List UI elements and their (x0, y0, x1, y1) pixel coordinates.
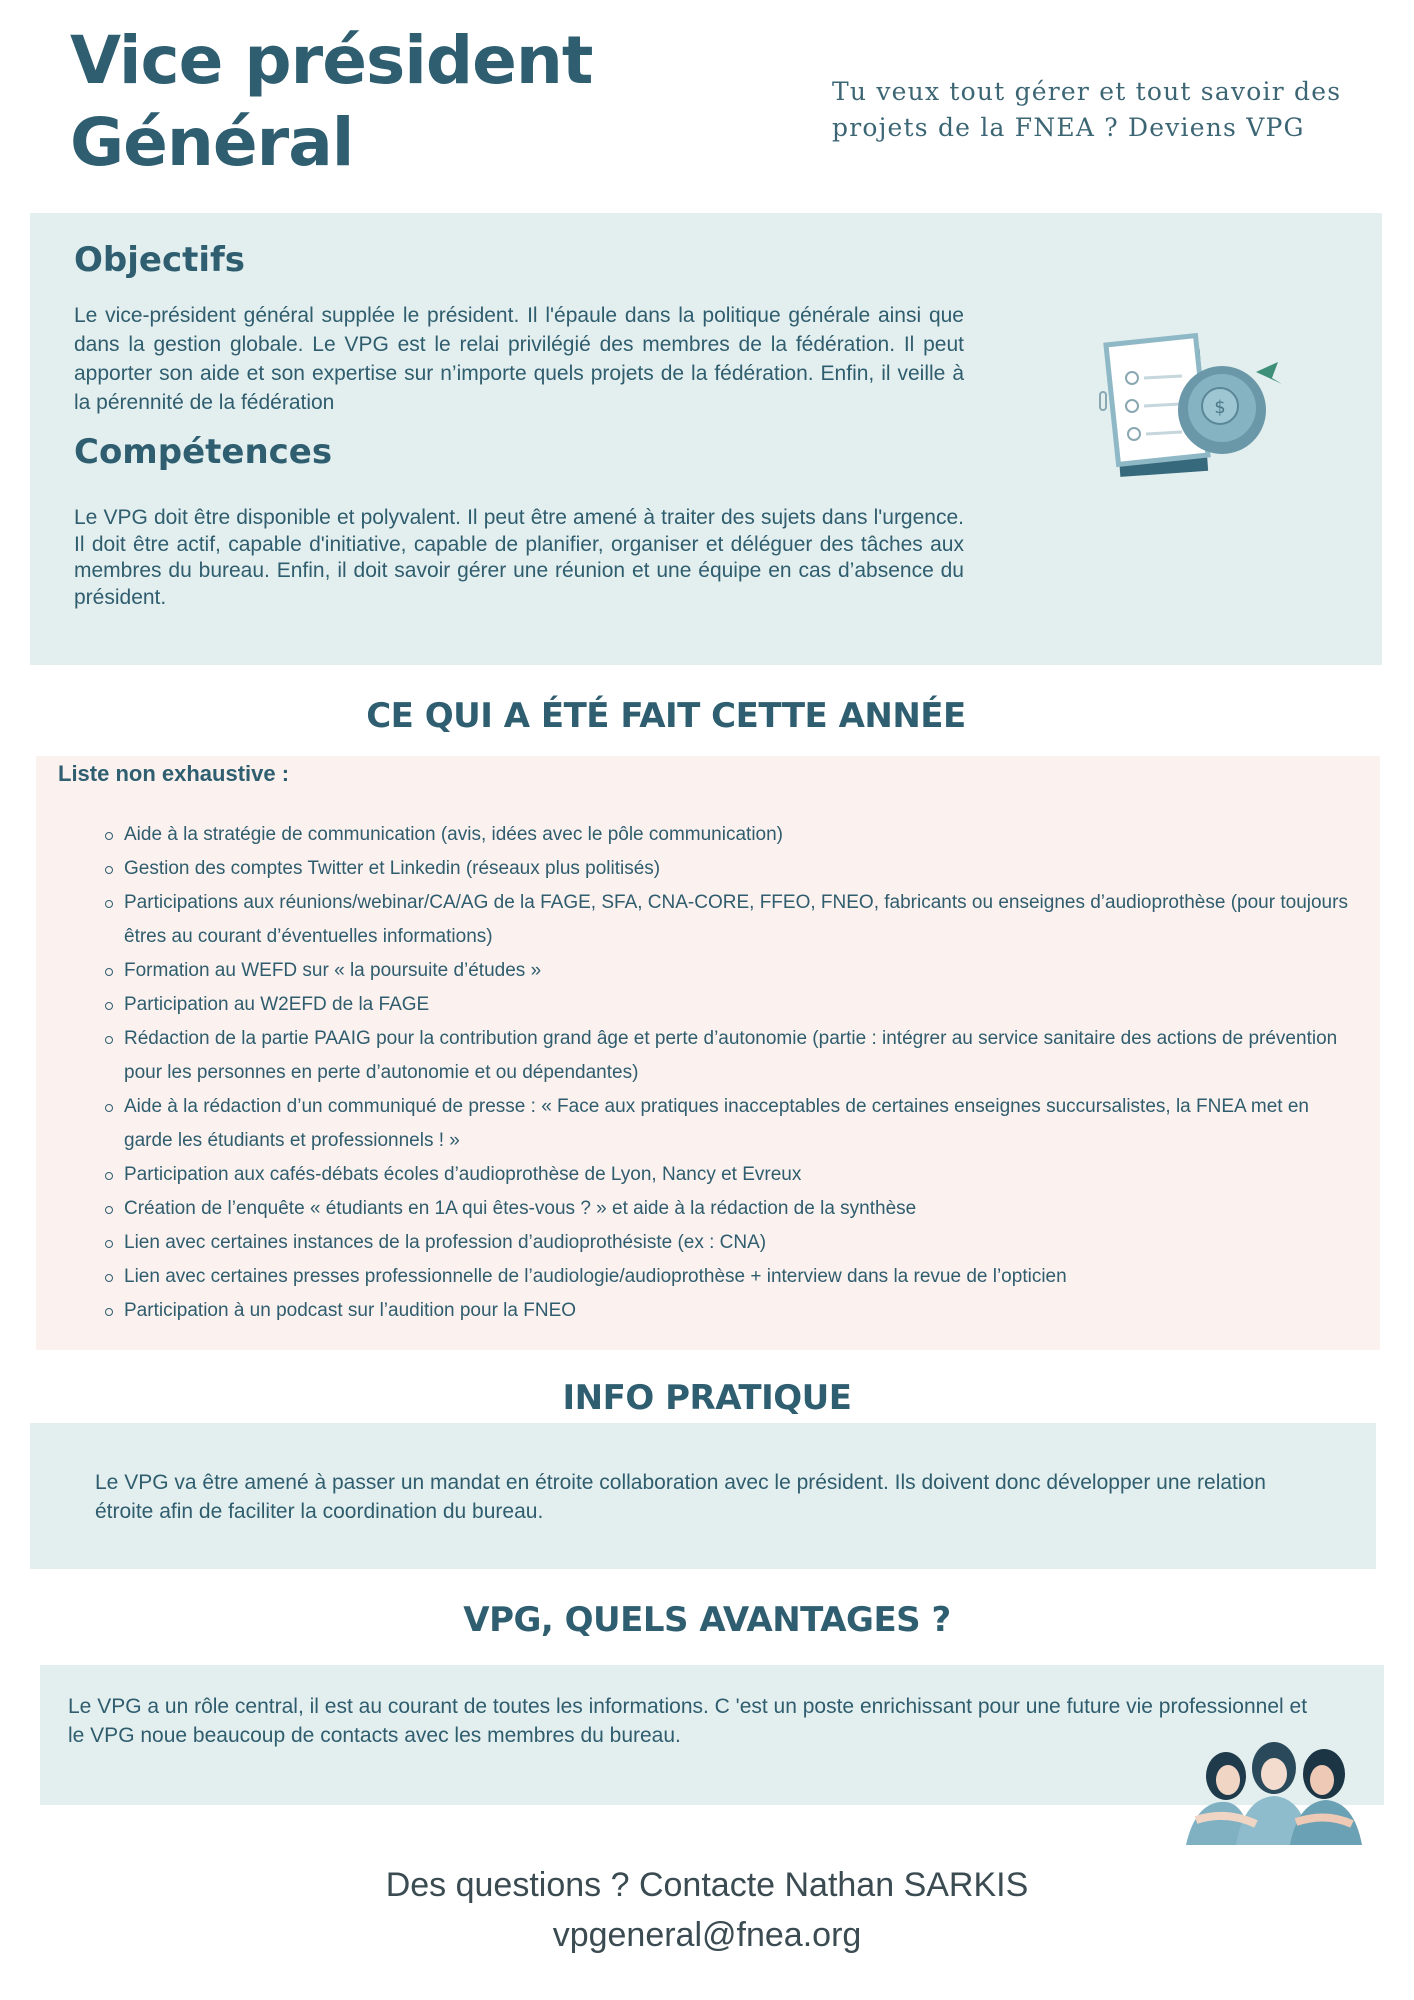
list-item: Lien avec certaines presses professionnelle de l’audiologie/audioprothèse + interview dans la revue de l’opticien (100, 1260, 1350, 1294)
list-item: Participations aux réunions/webinar/CA/AG de la FAGE, SFA, CNA-CORE, FFEO, FNEO, fabricants ou enseignes d’audioprothèse (pour toujours êtres au courant d’éventuelles informations) (100, 886, 1350, 954)
list-item: Participation au W2EFD de la FAGE (100, 988, 1350, 1022)
avantages-text: Le VPG a un rôle central, il est au courant de toutes les informations. C 'est un poste enrichissant pour une future vie professionnel et le VPG noue beaucoup de contacts avec les membres du bureau. (68, 1695, 1308, 1747)
info-text: Le VPG va être amené à passer un mandat en étroite collaboration avec le président. Ils doivent donc développer une relation étroite afin de faciliter la coordination du bureau. (95, 1471, 1266, 1523)
tagline (832, 74, 1372, 146)
list-item: Rédaction de la partie PAAIG pour la contribution grand âge et perte d’autonomie (partie : intégrer au service sanitaire des actions de prévention pour les personnes en perte d’autonomie et ou dépendantes) (100, 1022, 1350, 1090)
achievements-list (100, 818, 1350, 1328)
avantages-heading: VPG, QUELS AVANTAGES ? (463, 1600, 951, 1640)
list-item: Formation au WEFD sur « la poursuite d’études » (100, 954, 1350, 988)
info-heading: INFO PRATIQUE (562, 1378, 852, 1418)
annee-heading: CE QUI A ÉTÉ FAIT CETTE ANNÉE (366, 696, 966, 736)
title-line-2: Général (70, 104, 354, 181)
tagline-line-2: projets de la FNEA ? Deviens VPG (832, 113, 1305, 142)
objectifs-text: Le vice-président général supplée le président. Il l'épaule dans la politique générale ainsi que dans la gestion globale. Le VPG est le relai privilégié des membres de la fédération. Il peut apporter son aide et son expertise sur n’importe quels projets de la fédération. Enfin, il veille à la pérennité de la fédération (74, 304, 964, 414)
contact-email[interactable]: vpgeneral@fnea.org (552, 1916, 862, 1954)
list-heading: Liste non exhaustive : (58, 761, 290, 786)
list-item: Aide à la stratégie de communication (avis, idées avec le pôle communication) (100, 818, 1350, 852)
group-of-friends-illustration-icon (1186, 1740, 1362, 1845)
objectifs-heading: Objectifs (74, 240, 246, 280)
list-item: Création de l’enquête « étudiants en 1A qui êtes-vous ? » et aide à la rédaction de la synthèse (100, 1192, 1350, 1226)
list-item: Gestion des comptes Twitter et Linkedin (réseaux plus politisés) (100, 852, 1350, 886)
list-item: Lien avec certaines instances de la profession d’audioprothésiste (ex : CNA) (100, 1226, 1350, 1260)
tagline-line-1: Tu veux tout gérer et tout savoir des (832, 77, 1342, 106)
clipboard-target-illustration-icon (1096, 332, 1286, 482)
list-item: Participation aux cafés-débats écoles d’audioprothèse de Lyon, Nancy et Evreux (100, 1158, 1350, 1192)
contact-line: Des questions ? Contacte Nathan SARKIS (385, 1866, 1029, 1904)
page-title (70, 20, 592, 184)
list-item: Participation à un podcast sur l’audition pour la FNEO (100, 1294, 1350, 1328)
title-line-1: Vice président (70, 22, 593, 99)
list-item: Aide à la rédaction d’un communiqué de presse : « Face aux pratiques inacceptables de certaines enseignes succursalistes, la FNEA met en garde les étudiants et professionnels ! » (100, 1090, 1350, 1158)
competences-heading: Compétences (74, 432, 333, 472)
competences-text: Le VPG doit être disponible et polyvalent. Il peut être amené à traiter des sujets dans l'urgence. Il doit être actif, capable d'initiative, capable de planifier, organiser et déléguer des tâches aux membres du bureau. Enfin, il doit savoir gérer une réunion et une équipe en cas d’absence du président. (74, 506, 964, 609)
svg-text:$: $ (1214, 397, 1226, 418)
